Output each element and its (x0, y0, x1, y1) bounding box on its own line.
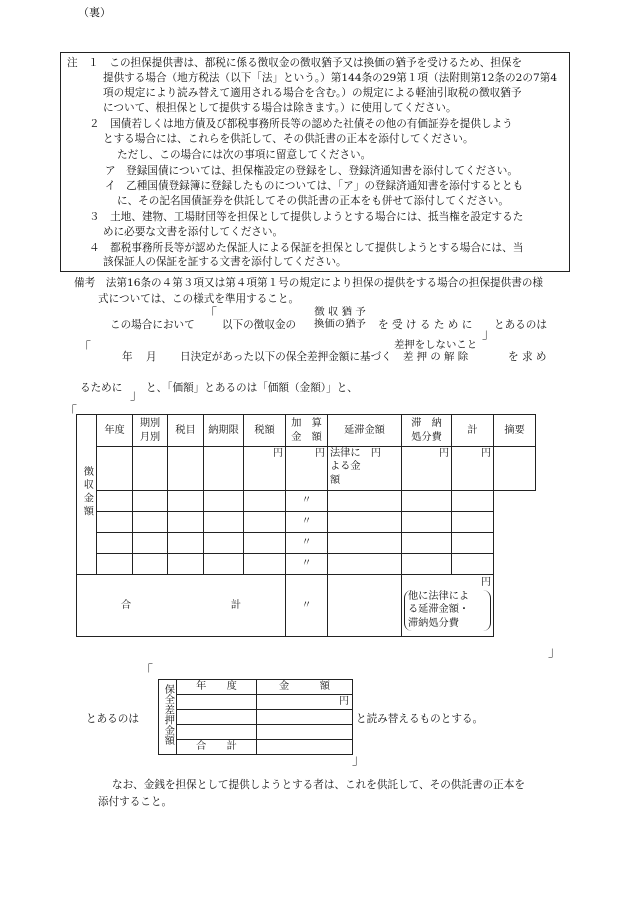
note-line: 注 １ この担保提供書は、都税に係る徴収金の徴収猶予又は換価の猶予を受けるため、担保を (67, 57, 523, 69)
ditto-mark: 〃 (286, 554, 328, 575)
choice-collection-suspension: 徴 収 猶 予 (314, 306, 366, 318)
open-bracket: 「 (78, 341, 92, 356)
final-line-2: 添付すること。 (98, 796, 173, 808)
remarks-line-5-post: と、「価額」とあるのは「価額（金額）」と、 (146, 382, 358, 394)
yen-unit: 円 (286, 447, 328, 491)
remarks-month: 月 (146, 351, 157, 363)
note-line: イ 乙種国債登録簿に登録したものについては、「ア」の登録済通知書を添付するととも (105, 180, 524, 192)
cell (494, 447, 536, 491)
header-disposition-cost: 滞 納 処分費 (402, 415, 452, 447)
other-legal-fees-cell (402, 575, 494, 637)
back-page-label: （裏） (78, 6, 111, 19)
remarks-line-4: 日決定があった以下の保全差押金額に基づく (180, 351, 392, 363)
note-line: ４ 都税事務所長等が認めた保証人による保証を担保として提供しようとする場合には、当 (89, 242, 524, 254)
yen-unit: 円 (257, 695, 353, 710)
seizure-choice (394, 339, 477, 364)
header-due-date: 納期限 (204, 415, 244, 447)
remarks-year: 年 (122, 351, 133, 363)
other-legal-fees-note: 他に法律によ る延滞金額・ 滞納処分費 (404, 590, 491, 631)
note-line: ２ 国債若しくは地方債及び都税事務所長等の認めた社債その他の有価証券を提供しよう (89, 118, 513, 130)
final-line-1: なお、金銭を担保として提供しようとする者は、これを供託して、その供託書の正本を (112, 779, 525, 791)
remarks-line-3-pre: この場合において (110, 319, 195, 331)
note-line: めに必要な文書を添付してください。 (103, 226, 284, 238)
note-line: 項の規定により読み替えて適用される場合を含む。）の規定による軽油引取税の徴収猶予 (103, 87, 522, 99)
header-amount: 金 額 (257, 680, 353, 695)
remarks-line-3-tail: とあるのは (494, 319, 547, 331)
yen-unit: 円 (452, 447, 494, 491)
note-line: について、根担保として提供する場合は除きます。）に使用してください。 (103, 102, 457, 114)
close-bracket: 」 (548, 645, 562, 660)
note-line: ア 登録国債については、担保権設定の登録をし、登録済通知書を添付してください。 (105, 165, 518, 177)
header-remarks: 摘要 (494, 415, 536, 447)
cell (168, 447, 204, 491)
notes-box (60, 52, 570, 272)
replace-lead: とあるのは (86, 713, 139, 725)
remarks-line-3-mid: 以下の徴収金の (222, 319, 297, 331)
header-period: 期別 月別 (133, 415, 168, 447)
cell (133, 447, 168, 491)
remarks-line-1: 備考 法第16条の４第３項又は第４項第１号の規定により担保の提供をする場合の担保提供書の様 (74, 277, 544, 289)
header-total: 計 (452, 415, 494, 447)
choice-no-seizure: 差押をしないこと (394, 339, 478, 351)
remarks-line-5-pre: るために (80, 382, 123, 394)
close-bracket: 」 (130, 388, 144, 403)
suspension-choice (314, 306, 366, 331)
open-bracket: 「 (64, 405, 78, 420)
note-line: ３ 土地、建物、工場財団等を担保として提供しようとする場合には、抵当権を設定するた (89, 211, 524, 223)
note-line: 提供する場合（地方税法（以下「法」という。）第144条の29第１項（法附則第12条の2の7第4 (103, 72, 558, 84)
note-line: とする場合には、これらを供託して、その供託書の正本を添付してください。 (103, 133, 474, 145)
replace-tail: と読み替えるものとする。 (356, 713, 484, 725)
header-late-fee: 延滞金額 (328, 415, 402, 447)
choice-realization-suspension: 換価の猶予 (314, 318, 366, 331)
note-line: に、その記名国債証券を供託してその供託書の正本をも併せて添付してください。 (117, 195, 509, 207)
remarks-line-2: 式については、この様式を準用すること。 (98, 293, 300, 305)
note-line: 該保証人の保証を証する文書を添付してください。 (103, 256, 347, 268)
cell (204, 447, 244, 491)
ditto-mark: 〃 (286, 575, 328, 637)
yen-unit: 円 (480, 577, 491, 588)
choice-release-seizure: 差 押 の 解 除 (402, 351, 469, 364)
ditto-mark: 〃 (286, 533, 328, 554)
ditto-mark: 〃 (286, 491, 328, 512)
ditto-mark: 〃 (286, 512, 328, 533)
open-bracket: 「 (204, 307, 218, 322)
seizure-total-label: 合 計 (177, 740, 257, 755)
open-bracket: 「 (140, 664, 154, 679)
note-line: ただし、この場合には次の事項に留意してください。 (117, 149, 372, 161)
late-fee-legal-cell: 法律に 円 よる金 額 (328, 447, 402, 491)
yen-unit: 円 (244, 447, 286, 491)
seizure-amount-table (158, 679, 353, 755)
yen-unit: 円 (402, 447, 452, 491)
close-bracket: 」 (352, 753, 366, 768)
remarks-line-4-tail: を 求 め (508, 351, 547, 363)
header-tax-item: 税目 (168, 415, 204, 447)
header-additional: 加 算 金 額 (286, 415, 328, 447)
table-side-label: 徴収金額 (77, 415, 97, 575)
total-label-row: 合 計 (77, 575, 286, 637)
seizure-side-label: 保全差押金額 (159, 680, 177, 755)
collection-amount-table (76, 414, 536, 637)
header-tax-amount: 税額 (244, 415, 286, 447)
header-year: 年度 (97, 415, 133, 447)
close-bracket: 」 (482, 327, 496, 342)
remarks-line-3-post: を 受 け る た め に (378, 319, 473, 331)
cell (97, 447, 133, 491)
header-year: 年 度 (177, 680, 257, 695)
